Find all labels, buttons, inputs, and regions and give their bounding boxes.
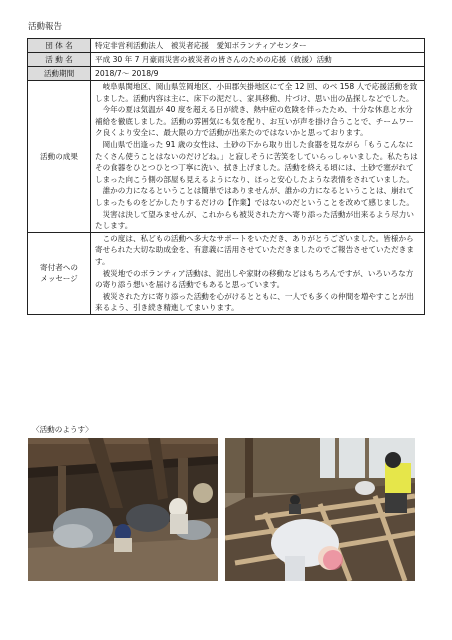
organization-value: 特定非営利活動法人 被災者応援 愛知ボランティアセンター xyxy=(91,39,425,53)
photos-caption: 〈活動のようす〉 xyxy=(32,425,93,434)
activity-photo-floorboards xyxy=(225,438,415,581)
results-body xyxy=(91,81,425,233)
activity-report-table xyxy=(27,38,425,315)
table-row-activity-name xyxy=(28,53,425,67)
activity-photo-underfloor xyxy=(28,438,218,581)
message-label-line: メッセージ xyxy=(40,274,78,284)
activity-name-value: 平成 30 年 7 月豪雨災害の被災者の皆さんのための応援（救援）活動 xyxy=(91,53,425,67)
results-paragraph: 岐阜県関地区、岡山県笠岡地区、小田郡矢掛地区にて全 12 回、のべ 158 人で応援活動を致しました。活動内容は主に、床下の泥だし、家具移動、片づけ、思い出の品探しなどでした。 xyxy=(95,82,418,103)
table-row-period xyxy=(28,67,425,81)
table-row-message xyxy=(28,232,425,314)
results-paragraph: 災害は決して望みませんが、これからも被災された方へ寄り添った活動が出来るよう尽力いたします。 xyxy=(95,209,414,231)
message-paragraph: 被災された方に寄り添った活動を心がけるとともに、一人でも多くの仲間を増やすことが出来るよう、引き続き精進してまいります。 xyxy=(95,291,414,313)
report-heading: 活動報告 xyxy=(28,22,63,32)
table-row-organization xyxy=(28,39,425,53)
message-paragraph: この度は、私どもの活動へ多大なサポートをいただき、ありがとうございました。皆様から寄せられた大切な助成金を、有意義に活用させていただきましたのでご報告させていただきます。 xyxy=(95,233,414,266)
period-value: 2018/7～ 2018/9 xyxy=(91,67,425,81)
period-label: 活動期間 xyxy=(28,67,91,81)
organization-label: 団 体 名 xyxy=(28,39,91,53)
activity-name-label: 活 動 名 xyxy=(28,53,91,67)
message-body xyxy=(91,232,425,314)
results-paragraph: 今年の夏は気温が 40 度を超える日が続き、熱中症の危険を伴ったため、十分な休息と水分補給を徹底しました。活動の雰囲気にも気を配り、お互いが声を掛け合うことで、チームワーク良くより安全に、最大限の力で活動が出来たのではないかと思っております。 xyxy=(95,105,414,138)
message-label-line: 寄付者への xyxy=(40,262,78,272)
results-label: 活動の成果 xyxy=(28,81,91,233)
message-paragraph: 被災地でのボランティア活動は、泥出しや家財の移動などはもちろんですが、いろいろな方の寄り添う想いを届ける活動でもあると思っています。 xyxy=(95,268,414,290)
results-paragraph: 誰かの力になるということは簡単ではありませんが、誰かの力になるということは、崩れてしまったものをどかしたりするだけの【作業】ではないのだということを改めて感じました。 xyxy=(95,186,414,207)
message-label xyxy=(28,232,91,314)
table-row-results xyxy=(28,81,425,233)
results-paragraph: 岡山県で出逢った 91 歳の女性は、土砂の下から取り出した食器を見ながら「もうこんなにたくさん使うことはないのだけどね。」と寂しそうに苦笑をしていらっしゃいました。私たちはその食器をひとつひとつ丁寧に洗い、拭き上げました。活動を終える頃には、土砂で塞がれてしまった向こう側の部屋も見えるようになり、ほっと安心したような表情をされていました。 xyxy=(95,139,418,184)
